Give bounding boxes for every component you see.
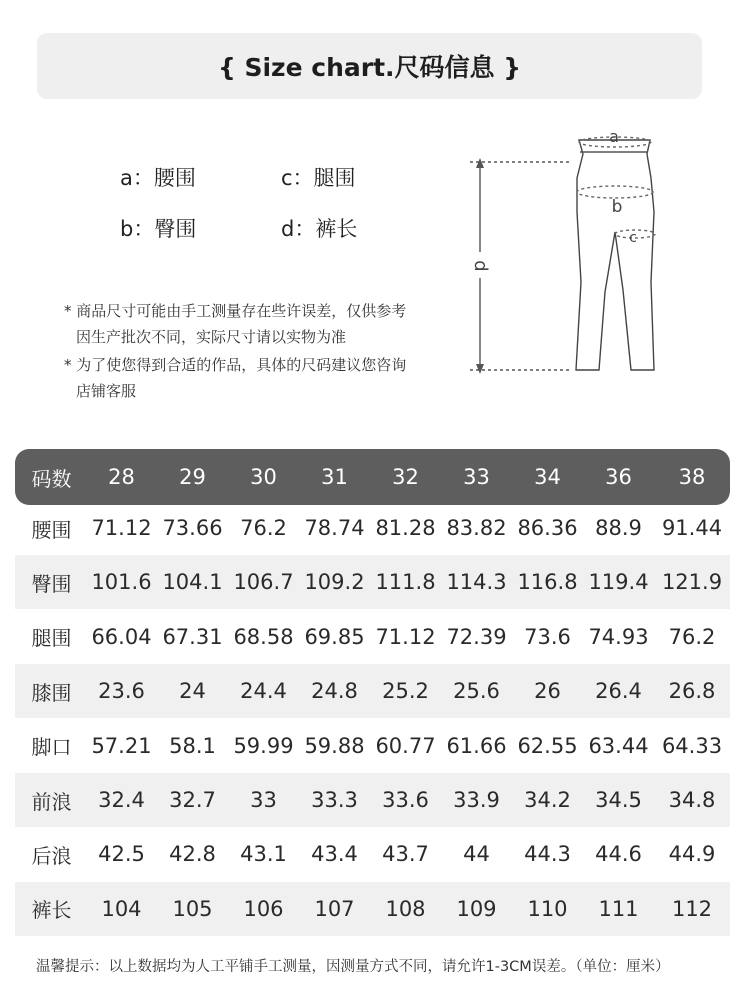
diagram-label-b: b: [611, 197, 623, 217]
diagram-label-c: c: [629, 230, 637, 246]
table-cell: 104.1: [162, 570, 223, 595]
header-cell-size: 30: [250, 465, 277, 489]
table-cell: 106.7: [233, 570, 294, 595]
table-cell: 59.99: [233, 733, 294, 758]
table-cell: 32.4: [98, 788, 145, 812]
note-line-1: * 商品尺寸可能由手工测量存在些许误差，仅供参考: [64, 302, 407, 320]
row-label: 膝围: [31, 680, 72, 705]
table-cell: 43.7: [382, 842, 429, 867]
table-cell: 76.2: [240, 516, 287, 540]
table-cell: 25.6: [453, 679, 500, 704]
table-cell: 34.8: [668, 788, 716, 812]
size-table-header: [15, 449, 730, 505]
table-cell: 64.33: [661, 733, 723, 758]
table-cell: 119.4: [588, 570, 649, 595]
table-cell: 44.3: [524, 842, 571, 867]
table-cell: 44.9: [668, 842, 716, 867]
table-cell: 69.85: [304, 624, 365, 649]
table-row: [15, 827, 730, 881]
table-cell: 78.74: [304, 516, 365, 540]
table-row: [15, 719, 730, 773]
header-cell-label: 码数: [31, 466, 72, 491]
row-label: 后浪: [31, 843, 72, 868]
table-cell: 106: [243, 896, 284, 921]
table-cell: 58.1: [169, 733, 216, 758]
table-cell: 33.9: [453, 788, 500, 812]
table-cell: 71.12: [91, 516, 152, 540]
row-label: 臀围: [31, 571, 72, 596]
table-cell: 101.6: [91, 570, 152, 595]
table-row: [15, 773, 730, 827]
legend-thigh: c：腿围: [281, 166, 356, 190]
table-cell: 108: [385, 896, 426, 921]
table-cell: 83.82: [446, 516, 507, 540]
header-cell-size: 38: [678, 465, 706, 489]
table-cell: 121.9: [661, 570, 723, 595]
legend-length: d：裤长: [281, 217, 358, 241]
legend-hip: b：臀围: [120, 217, 197, 241]
table-cell: 109.2: [304, 570, 365, 595]
table-cell: 26.4: [595, 679, 642, 704]
table-cell: 112: [671, 896, 713, 921]
table-cell: 62.55: [517, 733, 578, 758]
note-line-4: 店铺客服: [76, 382, 137, 400]
table-cell: 114.3: [446, 570, 507, 595]
table-cell: 66.04: [91, 624, 152, 649]
table-cell: 59.88: [304, 733, 365, 758]
table-cell: 110: [527, 896, 568, 921]
table-cell: 34.5: [595, 788, 642, 812]
table-cell: 109: [456, 896, 497, 921]
legend-waist: a：腰围: [120, 166, 196, 190]
table-cell: 44: [463, 842, 490, 867]
table-cell: 33: [250, 788, 277, 812]
table-cell: 57.21: [91, 733, 152, 758]
table-cell: 73.6: [524, 624, 571, 649]
table-row: [15, 555, 730, 609]
table-cell: 60.77: [375, 733, 436, 758]
table-cell: 116.8: [517, 570, 578, 595]
footer-note: 温馨提示：以上数据均为人工平铺手工测量，因测量方式不同，请允许1-3CM误差。（单位：厘米）: [36, 959, 670, 975]
table-cell: 72.39: [446, 624, 507, 649]
table-cell: 61.66: [446, 733, 507, 758]
table-cell: 86.36: [517, 516, 578, 540]
table-cell: 26: [534, 679, 561, 704]
note-line-3: * 为了使您得到合适的作品，具体的尺码建议您咨询: [64, 356, 407, 374]
table-cell: 73.66: [162, 516, 223, 540]
header-cell-size: 33: [463, 465, 490, 489]
table-cell: 76.2: [668, 624, 716, 649]
table-cell: 105: [172, 896, 213, 921]
table-row: [15, 610, 730, 664]
table-cell: 42.8: [169, 842, 216, 867]
row-label: 裤长: [31, 898, 72, 923]
table-cell: 24.4: [240, 679, 287, 704]
table-cell: 111: [598, 896, 639, 921]
table-cell: 32.7: [169, 788, 216, 812]
header-cell-size: 34: [534, 465, 561, 489]
diagram-label-a: a: [609, 127, 619, 146]
table-cell: 88.9: [595, 516, 642, 540]
header-cell-size: 28: [108, 465, 135, 489]
note-line-2: 因生产批次不同，实际尺寸请以实物为准: [76, 328, 347, 346]
table-cell: 44.6: [595, 842, 642, 867]
table-cell: 24.8: [311, 679, 358, 704]
header-cell-size: 32: [392, 465, 419, 489]
row-label: 腰围: [31, 517, 72, 542]
table-cell: 26.8: [668, 679, 716, 704]
header-cell-size: 36: [605, 465, 632, 489]
table-cell: 111.8: [375, 570, 436, 595]
page-title: { Size chart.尺码信息 }: [37, 33, 702, 99]
table-cell: 43.1: [240, 842, 287, 867]
pants-diagram: [455, 122, 705, 382]
table-cell: 68.58: [233, 624, 294, 649]
table-cell: 33.3: [311, 788, 358, 812]
table-cell: 25.2: [382, 679, 429, 704]
table-cell: 91.44: [661, 516, 723, 540]
table-cell: 34.2: [524, 788, 571, 812]
table-cell: 74.93: [588, 624, 649, 649]
table-cell: 81.28: [375, 516, 436, 540]
table-cell: 23.6: [98, 679, 145, 704]
table-cell: 104: [101, 896, 142, 921]
row-label: 腿围: [31, 626, 72, 651]
table-cell: 107: [314, 896, 355, 921]
diagram-label-d: d: [470, 260, 491, 272]
row-label: 脚口: [31, 735, 72, 760]
table-row: [15, 664, 730, 718]
table-cell: 63.44: [588, 733, 649, 758]
header-cell-size: 31: [321, 465, 348, 489]
table-cell: 42.5: [98, 842, 145, 867]
table-cell: 43.4: [311, 842, 358, 867]
table-cell: 67.31: [162, 624, 223, 649]
table-row: [15, 882, 730, 936]
row-label: 前浪: [31, 789, 72, 814]
table-cell: 24: [179, 679, 206, 704]
header-cell-size: 29: [179, 465, 206, 489]
table-cell: 33.6: [382, 788, 429, 812]
table-row: [15, 501, 730, 555]
table-cell: 71.12: [375, 624, 436, 649]
